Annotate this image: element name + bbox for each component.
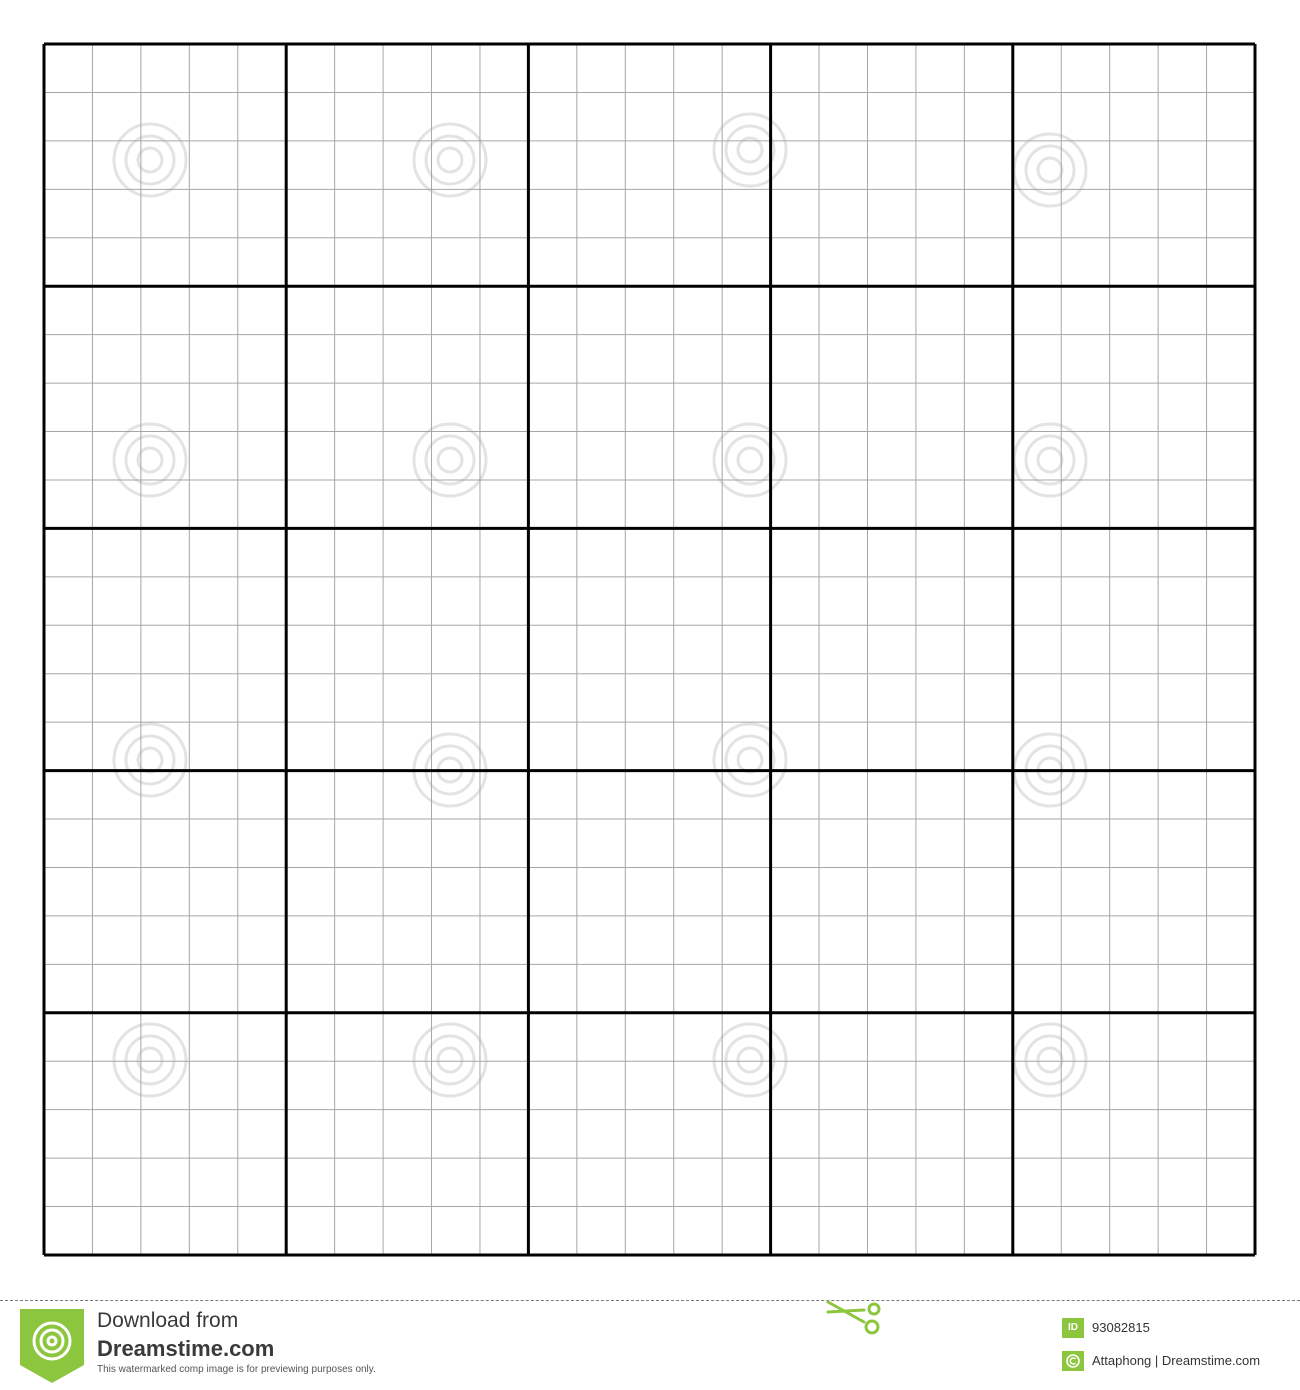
download-from-text: Download from	[97, 1309, 239, 1332]
dreamstime-spiral-logo-icon	[20, 1309, 84, 1383]
watermark-notice-text: This watermarked comp image is for previewing purposes only.	[97, 1364, 376, 1375]
cut-line	[0, 1300, 1300, 1301]
author-credit-text: Attaphong | Dreamstime.com	[1092, 1353, 1261, 1368]
dreamstime-brand-text: Dreamstime.com	[97, 1336, 275, 1361]
image-id-value: 93082815	[1092, 1320, 1150, 1335]
copyright-icon	[1062, 1351, 1084, 1371]
id-badge: ID	[1062, 1318, 1084, 1338]
scissors-icon	[826, 1300, 890, 1340]
